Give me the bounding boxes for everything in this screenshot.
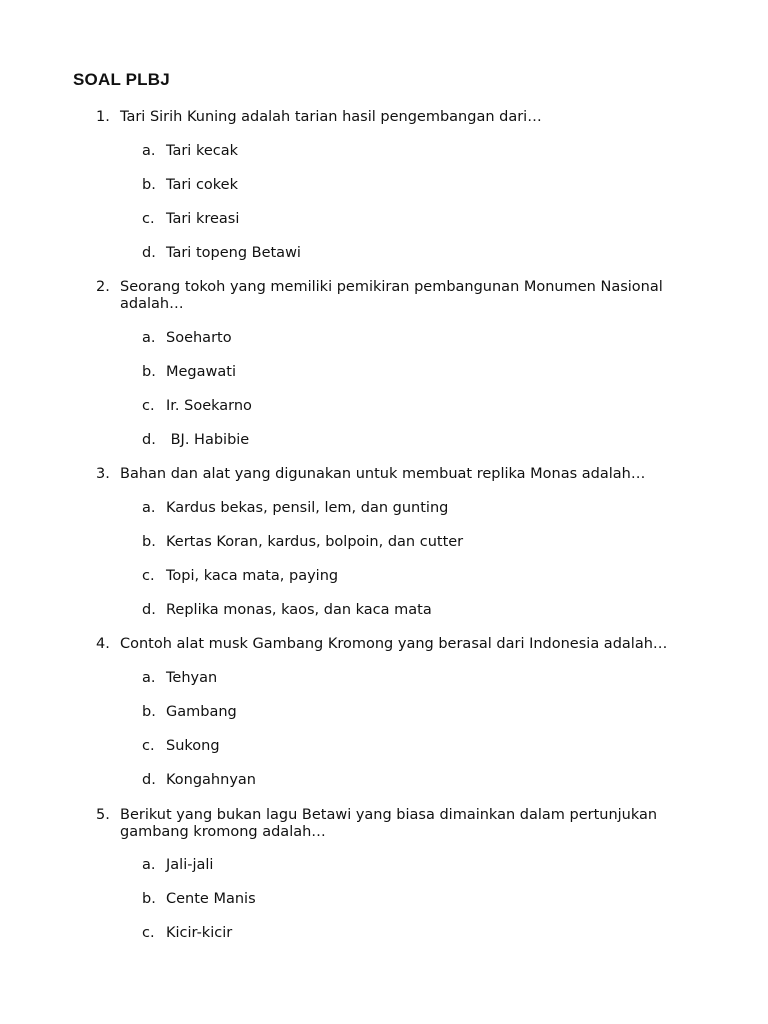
question-2 [96, 279, 716, 313]
option-letter: a. [142, 857, 156, 873]
option-letter: b. [142, 177, 156, 193]
option-text: Tari kecak [166, 143, 238, 159]
option-text: Ir. Soekarno [166, 398, 252, 414]
option-1c [142, 211, 239, 228]
question-4 [96, 636, 716, 653]
option-5b [142, 891, 256, 908]
option-text: Megawati [166, 364, 236, 380]
question-text: Seorang tokoh yang memiliki pemikiran pembangunan Monumen Nasional adalah… [120, 279, 663, 312]
option-letter: a. [142, 500, 156, 516]
option-letter: b. [142, 891, 156, 907]
option-4c [142, 738, 220, 755]
option-5c [142, 925, 232, 942]
option-letter: d. [142, 432, 156, 448]
option-letter: b. [142, 704, 156, 720]
option-2b [142, 364, 236, 381]
option-1d [142, 245, 301, 262]
option-4b [142, 704, 237, 721]
option-text: Kongahnyan [166, 772, 256, 788]
option-3b [142, 534, 463, 551]
option-text: Topi, kaca mata, paying [166, 568, 339, 584]
question-text: Contoh alat musk Gambang Kromong yang berasal dari Indonesia adalah… [120, 636, 668, 652]
option-letter: c. [142, 738, 155, 754]
option-2a [142, 330, 232, 347]
option-letter: d. [142, 772, 156, 788]
option-letter: d. [142, 602, 156, 618]
option-text: Tari cokek [166, 177, 238, 193]
question-number: 1. [96, 109, 110, 125]
option-text: Kicir-kicir [166, 925, 233, 941]
option-text: Replika monas, kaos, dan kaca mata [166, 602, 432, 618]
option-letter: a. [142, 670, 156, 686]
option-text: Cente Manis [166, 891, 256, 907]
option-4a [142, 670, 217, 687]
question-3 [96, 466, 716, 483]
option-text: Kertas Koran, kardus, bolpoin, dan cutter [166, 534, 464, 550]
question-text: Berikut yang bukan lagu Betawi yang biasa dimainkan dalam pertunjukan gambang kromong adalah… [120, 807, 658, 840]
option-3a [142, 500, 448, 517]
question-1 [96, 109, 716, 126]
option-text: Jali-jali [166, 857, 214, 873]
option-1a [142, 143, 238, 160]
option-letter: a. [142, 330, 156, 346]
option-text: Sukong [166, 738, 220, 754]
option-3c [142, 568, 338, 585]
option-text: Tari kreasi [166, 211, 240, 227]
option-3d [142, 602, 432, 619]
question-number: 4. [96, 636, 110, 652]
option-text: Tari topeng Betawi [166, 245, 301, 261]
option-5a [142, 857, 213, 874]
option-4d [142, 772, 256, 789]
question-5 [96, 807, 716, 841]
option-letter: d. [142, 245, 156, 261]
option-text: Tehyan [166, 670, 218, 686]
question-text: Tari Sirih Kuning adalah tarian hasil pengembangan dari… [120, 109, 542, 125]
option-letter: b. [142, 364, 156, 380]
option-letter: c. [142, 568, 155, 584]
question-number: 3. [96, 466, 110, 482]
option-letter: c. [142, 398, 155, 414]
option-text: Gambang [166, 704, 237, 720]
option-letter: a. [142, 143, 156, 159]
question-number: 5. [96, 807, 110, 823]
question-text: Bahan dan alat yang digunakan untuk membuat replika Monas adalah… [120, 466, 646, 482]
option-2c [142, 398, 252, 415]
option-letter: c. [142, 925, 155, 941]
option-1b [142, 177, 238, 194]
option-text: Soeharto [166, 330, 232, 346]
document-title: SOAL PLBJ [73, 70, 170, 89]
option-2d [142, 432, 249, 449]
question-number: 2. [96, 279, 110, 295]
option-letter: c. [142, 211, 155, 227]
option-letter: b. [142, 534, 156, 550]
option-text: BJ. Habibie [166, 432, 250, 448]
option-text: Kardus bekas, pensil, lem, dan gunting [166, 500, 449, 516]
